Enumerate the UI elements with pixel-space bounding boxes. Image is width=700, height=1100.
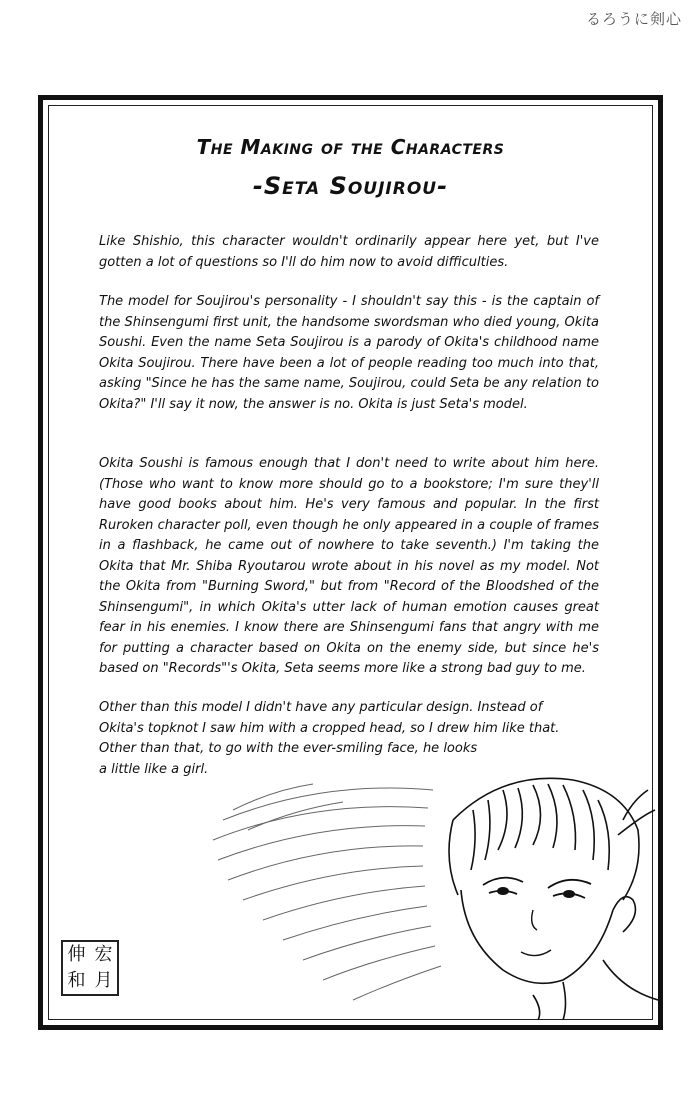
- paragraph-4-line-4: a little like a girl.: [99, 761, 209, 777]
- artist-seal: [61, 940, 119, 996]
- page-frame: [38, 95, 663, 1030]
- paragraph-4-line-1: Other than this model I didn't have any particular design. Instead of: [99, 700, 543, 715]
- page-subtitle: -Seta Soujirou-: [252, 172, 449, 200]
- seal-char-3: 和: [67, 970, 86, 991]
- seal-char-4: 月: [94, 970, 113, 991]
- seal-char-1: 伸: [67, 944, 86, 965]
- paragraph-1: Like Shishio, this character wouldn't ordinarily appear here yet, but I've gotten a lot of questions so I'll do him now to avoid difficulties.: [99, 234, 599, 270]
- paragraph-4-line-3: Other than that, to go with the ever-smiling face, he looks: [99, 741, 478, 756]
- character-sketch: [203, 760, 658, 1020]
- paragraph-3: Okita Soushi is famous enough that I don't need to write about him here. (Those who want to know more should go to a bookstore; I'm sure they'll have good books about him. He's very famous and popular. In the first Ruroken character poll, even though he only appeared in a couple of frames in a flashback, he came out of nowhere to take seventh.) I'm taking the Okita that Mr. Shiba Ryoutarou wrote about in his novel as my model. Not the Okita from "Burning Sword," but from "Record of the Bloodshed of the Shinsengumi", in which Okita's utter lack of human emotion causes great fear in his enemies. I know there are Shinsengumi fans that angry with me for putting a character based on Okita on the enemy side, but since he's based on "Records"'s Okita, Seta seems more like a strong bad guy to me.: [99, 456, 599, 676]
- paragraph-2: The model for Soujirou's personality - I shouldn't say this - is the captain of the Shinsengumi first unit, the handsome swordsman who died young, Okita Soushi. Even the name Seta Soujirou is a parody of Okita's childhood name Okita Soujirou. There have been a lot of people reading too much into that, asking "Since he has the same name, Soujirou, could Seta be any relation to Okita?" I'll say it now, the answer is no. Okita is just Seta's model.: [99, 294, 599, 412]
- series-logo: るろうに剣心: [585, 10, 682, 28]
- page-title: The Making of the Characters: [196, 135, 505, 159]
- paragraph-4-line-2: Okita's topknot I saw him with a cropped head, so I drew him like that.: [99, 720, 560, 736]
- seal-char-2: 宏: [94, 944, 113, 965]
